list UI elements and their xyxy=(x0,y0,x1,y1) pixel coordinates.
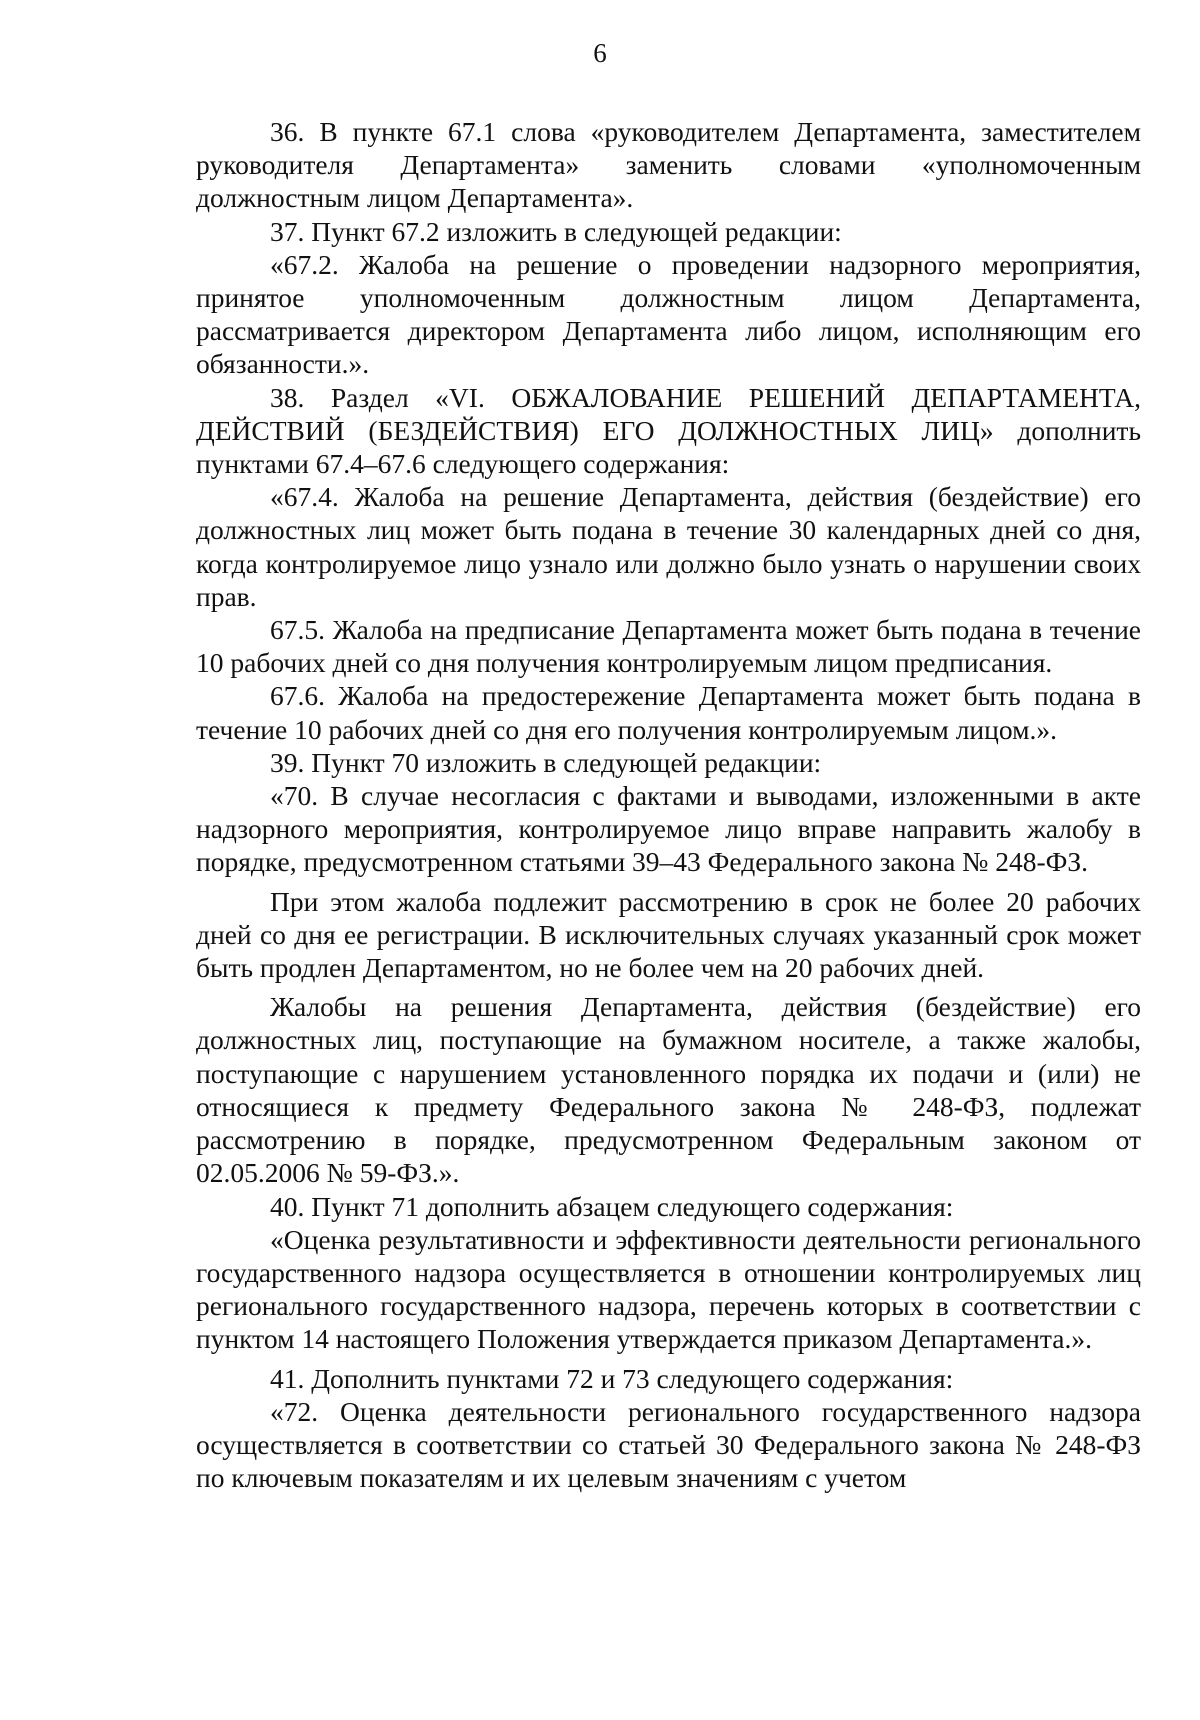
page-number: 6 xyxy=(593,38,607,68)
paragraph-41: 41. Дополнить пунктами 72 и 73 следующего содержания: xyxy=(270,1362,954,1394)
paragraph-39: 39. Пункт 70 изложить в следующей редакции: xyxy=(270,746,822,778)
paragraph-40: 40. Пункт 71 дополнить абзацем следующего содержания: xyxy=(270,1190,954,1222)
paragraph-67-4: «67.4. Жалоба на решение Департамента, действия (бездействие) его должностных лиц может быть подана в течение 30 календарных дней со дня, когда контролируемое лицо узнало или должно было узнать о нарушении своих прав. xyxy=(196,481,1141,612)
paragraph-71-addition: «Оценка результативности и эффективности деятельности регионального государственного надзора осуществляется в отношении контролируемых лиц регионального государственного надзора, перечень которых в соответствии с пунктом 14 настоящего Положения утверждается приказом Департамента.». xyxy=(196,1223,1141,1355)
paragraph-70-paper-complaints: Жалобы на решения Департамента, действия (бездействие) его должностных лиц, поступающие на бумажном носителе, а также жалобы, поступающие с нарушением установленного порядка их подачи и (или) не относящиеся к предмету Федерального закона № 248-ФЗ, подлежат рассмотрению в порядке, предусмотренном Федеральным законом от 02.05.2006 № 59-ФЗ.». xyxy=(196,991,1141,1189)
paragraph-36: 36. В пункте 67.1 слова «руководителем Департамента, заместителем руководителя Департамента» заменить словами «уполномоченным должностным лицом Департамента». xyxy=(196,116,1141,214)
document-body xyxy=(196,115,1141,1494)
paragraph-70: «70. В случае несогласия с фактами и выводами, изложенными в акте надзорного мероприятия, контролируемое лицо вправе направить жалобу в порядке, предусмотренном статьями 39–43 Федерального закона № 248-ФЗ. xyxy=(196,780,1141,878)
paragraph-72: «72. Оценка деятельности регионального государственного надзора осуществляется в соответствии со статьей 30 Федерального закона № 248-ФЗ по ключевым показателям и их целевым значениям с учетом xyxy=(196,1395,1141,1494)
paragraph-38: 38. Раздел «VI. ОБЖАЛОВАНИЕ РЕШЕНИЙ ДЕПАРТАМЕНТА, ДЕЙСТВИЙ (БЕЗДЕЙСТВИЯ) ЕГО ДОЛЖНОСТНЫХ ЛИЦ» дополнить пунктами 67.4–67.6 следующего содержания: xyxy=(196,381,1141,480)
paragraph-67-5: 67.5. Жалоба на предписание Департамента может быть подана в течение 10 рабочих дней со дня получения контролируемым лицом предписания. xyxy=(196,614,1141,679)
paragraph-67-2: «67.2. Жалоба на решение о проведении надзорного мероприятия, принятое уполномоченным должностным лицом Департамента, рассматривается директором Департамента либо лицом, исполняющим его обязанности.». xyxy=(196,248,1141,380)
paragraph-67-6: 67.6. Жалоба на предостережение Департамента может быть подана в течение 10 рабочих дней со дня его получения контролируемым лицом.». xyxy=(196,680,1141,745)
paragraph-70-review-term: При этом жалоба подлежит рассмотрению в срок не более 20 рабочих дней со дня ее регистрации. В исключительных случаях указанный срок может быть продлен Департаментом, но не более чем на 20 рабочих дней. xyxy=(196,885,1141,984)
paragraph-37: 37. Пункт 67.2 изложить в следующей редакции: xyxy=(270,215,842,247)
